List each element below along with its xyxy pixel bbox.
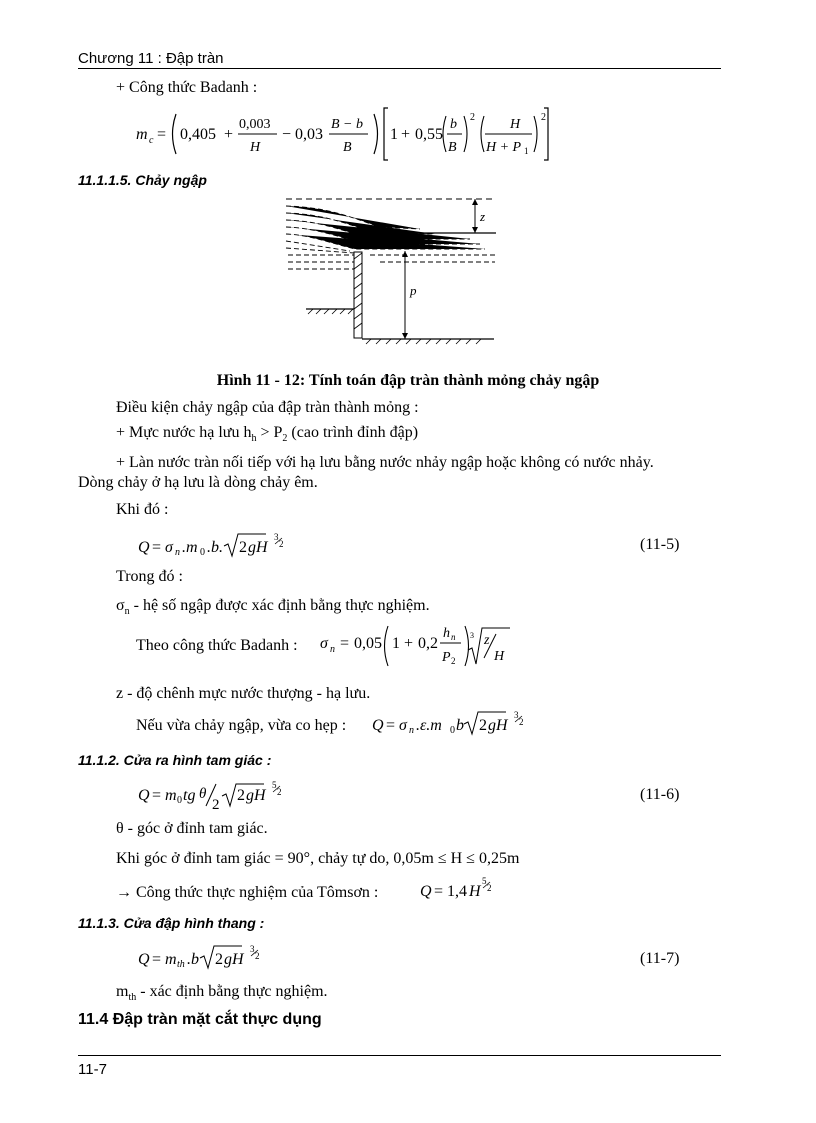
- mc-exp2: 2: [541, 112, 546, 123]
- equation-11-5: [136, 526, 316, 562]
- mc-plus2: +: [401, 126, 411, 143]
- svg-text:0: 0: [177, 795, 182, 806]
- svg-text:2: 2: [451, 656, 456, 666]
- svg-text:2: 2: [215, 951, 223, 968]
- svg-text:.ε.m: .ε.m: [416, 717, 442, 734]
- section-1113-heading: 11.1.3. Cửa đập hình thang :: [78, 915, 265, 931]
- mc-frac1-num: 0,003: [239, 117, 271, 132]
- mc-frac3-num: b: [450, 117, 457, 132]
- svg-text:0: 0: [200, 547, 205, 558]
- svg-text:2: 2: [277, 787, 282, 797]
- svg-text:P: P: [442, 650, 451, 665]
- svg-text:gH: gH: [488, 717, 508, 734]
- footer-rule: [78, 1055, 721, 1056]
- mc-c3: 1: [390, 126, 398, 143]
- svg-text:=: =: [152, 539, 162, 556]
- mc-eq: =: [157, 126, 167, 143]
- eq-11-7-number: (11-7): [640, 950, 680, 967]
- badanh-intro: + Công thức Badanh :: [116, 79, 258, 96]
- equation-11-7: [136, 940, 296, 976]
- svg-text:n: n: [330, 644, 335, 655]
- svg-text:H: H: [494, 649, 505, 664]
- svg-text:Q: Q: [420, 883, 432, 900]
- mc-c2: 0,03: [295, 126, 323, 143]
- header-rule: [78, 68, 721, 69]
- svg-text:gH: gH: [248, 539, 268, 556]
- theta-description: θ - góc ở đỉnh tam giác.: [116, 820, 268, 837]
- svg-text:=: =: [152, 951, 162, 968]
- svg-text:tg: tg: [183, 787, 196, 804]
- condition-2-line2: Dòng chảy ở hạ lưu là dòng chảy êm.: [78, 474, 318, 491]
- svg-text:2: 2: [255, 951, 260, 961]
- svg-text:2: 2: [239, 539, 247, 556]
- svg-text:σ: σ: [399, 717, 407, 734]
- svg-text:3: 3: [250, 944, 255, 954]
- z-description: z - độ chênh mực nước thượng - hạ lưu.: [116, 685, 371, 702]
- mc-bracket-left: [384, 108, 388, 160]
- svg-text:σ: σ: [320, 635, 328, 652]
- khi-goc: Khi góc ở đỉnh tam giác = 90°, chảy tự do, 0,05m ≤ H ≤ 0,25m: [116, 850, 520, 867]
- svg-text:σ: σ: [165, 539, 173, 556]
- mc-paren-left: [173, 114, 177, 154]
- svg-text:n: n: [451, 632, 456, 642]
- svg-text:5: 5: [272, 780, 277, 790]
- condition-intro: Điều kiện chảy ngập của đập tràn thành mỏng :: [116, 399, 419, 416]
- mc-lhs: m: [136, 126, 148, 143]
- svg-text:2: 2: [212, 797, 220, 812]
- svg-text:Q: Q: [372, 717, 384, 734]
- svg-text:2: 2: [479, 717, 487, 734]
- svg-text:b: b: [456, 717, 464, 734]
- mc-c1: 0,405: [180, 126, 216, 143]
- label-p: p: [410, 283, 417, 298]
- svg-text:z: z: [484, 633, 490, 648]
- svg-text:5: 5: [482, 876, 487, 886]
- mc-frac4-den-sub: 1: [524, 146, 529, 156]
- formula-contracted-submerged: [370, 704, 540, 738]
- svg-text:=: =: [434, 883, 444, 900]
- mc-lhs-sub: c: [149, 135, 154, 146]
- svg-text:gH: gH: [246, 787, 266, 804]
- neu-vua: Nếu vừa chảy ngập, vừa co hẹp :: [136, 717, 347, 734]
- svg-text:Q: Q: [138, 787, 150, 804]
- section-1112-heading: 11.1.2. Cửa ra hình tam giác :: [78, 752, 272, 768]
- mc-exp1: 2: [470, 112, 475, 123]
- theo-badanh: Theo công thức Badanh :: [136, 637, 298, 654]
- thomson-coef: 1,4: [447, 883, 467, 900]
- mc-frac3-den: B: [448, 140, 457, 155]
- trong-do: Trong đó :: [116, 568, 183, 585]
- svg-text:1: 1: [392, 635, 400, 652]
- svg-text:H: H: [469, 883, 481, 900]
- khi-do: Khi đó :: [116, 501, 169, 518]
- sigma-description: $\sigma_n$ - hệ số ngập được xác định bằng thực nghiệm.: [116, 597, 430, 618]
- svg-text:3: 3: [274, 532, 279, 542]
- equation-11-6: [136, 776, 316, 812]
- section-114-heading: 11.4 Đập tràn mặt cắt thực dụng: [78, 1011, 322, 1028]
- svg-text:Q: Q: [138, 539, 150, 556]
- mc-frac2-num: B − b: [331, 117, 363, 132]
- mc-frac4-num: H: [510, 117, 521, 132]
- eq-11-5-number: (11-5): [640, 536, 680, 553]
- svg-text:θ: θ: [199, 786, 207, 802]
- figure-caption: Hình 11 - 12: Tính toán đập tràn thành mỏng chảy ngập: [216, 372, 600, 389]
- formula-thomson: [418, 872, 508, 902]
- svg-text:n: n: [175, 547, 180, 558]
- label-z: z: [480, 209, 486, 224]
- svg-text:2: 2: [487, 883, 492, 893]
- svg-text:2: 2: [519, 717, 524, 727]
- svg-text:th: th: [177, 959, 185, 970]
- svg-text:3: 3: [514, 710, 519, 720]
- svg-text:0: 0: [450, 725, 455, 736]
- section-11115-heading: 11.1.1.5. Chảy ngập: [78, 172, 207, 188]
- mth-description: $m_{th}$ - xác định bằng thực nghiệm.: [116, 983, 328, 1004]
- eq-11-6-number: (11-6): [640, 786, 680, 803]
- svg-text:.b.: .b.: [207, 539, 223, 556]
- mc-frac2-den: B: [343, 140, 352, 155]
- figure-submerged-weir: [270, 189, 500, 359]
- svg-text:.b: .b: [187, 951, 199, 968]
- condition-2-line1: + Làn nước tràn nối tiếp với hạ lưu bằng nước nhảy ngập hoặc không có nước nhảy.: [116, 454, 654, 471]
- mc-plus1: +: [224, 126, 234, 143]
- mc-minus: −: [282, 126, 292, 143]
- formula-sigma-n: [318, 620, 518, 676]
- condition-1: + Mực nước hạ lưu $h_h > P_2$ (cao trình đỉnh đập): [116, 424, 419, 445]
- mc-frac4-den: H + P: [486, 140, 522, 155]
- mc-c4: 0,55: [415, 126, 443, 143]
- formula-mc: [132, 104, 552, 162]
- mc-paren-right: [374, 114, 378, 154]
- svg-text:+: +: [404, 635, 414, 652]
- svg-text:0,05: 0,05: [354, 635, 382, 652]
- svg-text:.m: .m: [182, 539, 198, 556]
- svg-text:3: 3: [470, 631, 474, 640]
- svg-text:=: =: [340, 635, 350, 652]
- svg-text:m: m: [165, 951, 177, 968]
- weir-wall: [354, 252, 362, 338]
- svg-text:gH: gH: [224, 951, 244, 968]
- svg-text:h: h: [443, 626, 450, 641]
- svg-text:=: =: [386, 717, 396, 734]
- thomson-intro: → Công thức thực nghiệm của Tômsơn :: [116, 884, 379, 901]
- page-number: 11-7: [78, 1061, 107, 1078]
- svg-text:n: n: [409, 725, 414, 736]
- chapter-header: Chương 11 : Đập tràn: [78, 50, 224, 67]
- svg-text:Q: Q: [138, 951, 150, 968]
- svg-text:m: m: [165, 787, 177, 804]
- svg-text:=: =: [152, 787, 162, 804]
- svg-text:0,2: 0,2: [418, 635, 438, 652]
- svg-text:2: 2: [279, 539, 284, 549]
- svg-text:2: 2: [237, 787, 245, 804]
- mc-frac1-den: H: [250, 140, 261, 155]
